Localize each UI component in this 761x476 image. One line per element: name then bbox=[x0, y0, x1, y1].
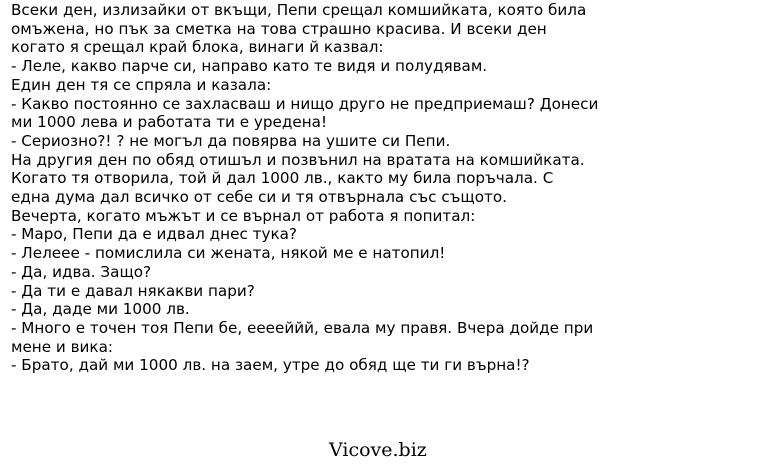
text-line: Когато тя отворила, той й дал 1000 лв., както му била поръчала. С bbox=[11, 169, 554, 188]
text-line: ми 1000 лева и работата ти е уредена! bbox=[11, 113, 328, 132]
site-watermark: Vicove.biz bbox=[329, 439, 427, 461]
text-line: когато я срещал край блока, винаги й казвал: bbox=[11, 38, 384, 57]
text-line: Всеки ден, излизайки от вкъщи, Пепи срещал комшийката, която била bbox=[11, 1, 587, 19]
text-line: - Лелеее - помислила си жената, някой ме е натопил! bbox=[11, 244, 446, 263]
text-line: Вечерта, когато мъжът и се върнал от работа я попитал: bbox=[11, 206, 476, 225]
text-line: - Какво постоянно се захласваш и нищо друго не предприемаш? Донеси bbox=[11, 94, 599, 113]
text-line: мене и вика: bbox=[11, 337, 114, 356]
text-line: омъжена, но пък за сметка на това страшно красива. И всеки ден bbox=[11, 19, 547, 38]
text-line: една дума дал всичко от себе си и тя отвърнала със същото. bbox=[11, 188, 507, 207]
text-line: - Леле, какво парче си, направо като те видя и полудявам. bbox=[11, 57, 488, 76]
text-line: На другия ден по обяд отишъл и позвънил на вратата на комшийката. bbox=[11, 150, 585, 169]
text-line: - Брато, дай ми 1000 лв. на заем, утре до обяд ще ти ги върна!? bbox=[11, 356, 530, 375]
text-line: - Сериозно?! ? не могъл да повярва на ушите си Пепи. bbox=[11, 131, 451, 150]
joke-text bbox=[11, 1, 756, 375]
text-line: - Да ти е давал някакви пари? bbox=[11, 281, 255, 300]
text-line: - Да, даде ми 1000 лв. bbox=[11, 300, 190, 319]
text-line: Един ден тя се спряла и казала: bbox=[11, 75, 272, 94]
text-line: - Маро, Пепи да е идвал днес тука? bbox=[11, 225, 297, 244]
text-line: - Да, идва. Защо? bbox=[11, 262, 152, 281]
text-line: - Много е точен тоя Пепи бе, ееееййй, евала му правя. Вчера дойде при bbox=[11, 318, 594, 337]
